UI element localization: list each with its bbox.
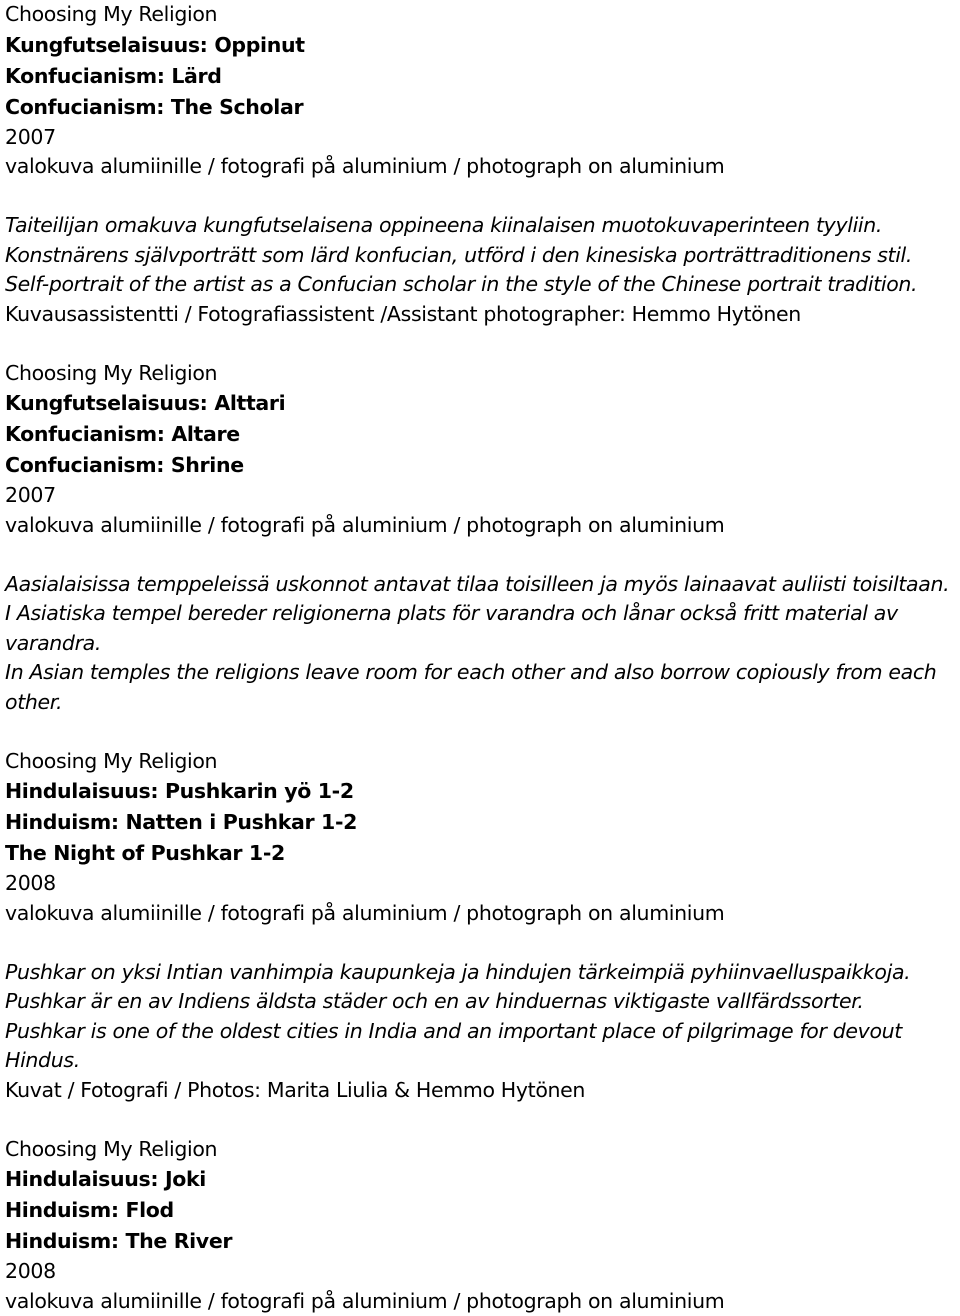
photo-credit: Kuvat / Fotografi / Photos: Marita Liulia & Hemmo Hytönen	[5, 1076, 960, 1106]
artwork-title-english: Confucianism: Shrine	[5, 450, 960, 481]
artwork-title-swedish: Hinduism: Flod	[5, 1195, 960, 1226]
series-name: Choosing My Religion	[5, 359, 960, 389]
series-name: Choosing My Religion	[5, 747, 960, 777]
spacer	[5, 1105, 960, 1135]
artwork-title-swedish: Konfucianism: Altare	[5, 419, 960, 450]
artwork-entry	[5, 747, 960, 1135]
artwork-title-finnish: Kungfutselaisuus: Oppinut	[5, 30, 960, 61]
spacer	[5, 928, 960, 958]
series-name: Choosing My Religion	[5, 1135, 960, 1165]
artwork-medium: valokuva alumiinille / fotografi på aluminium / photograph on aluminium	[5, 899, 960, 929]
artwork-title-finnish: Hindulaisuus: Pushkarin yö 1-2	[5, 776, 960, 807]
artwork-medium: valokuva alumiinille / fotografi på aluminium / photograph on aluminium	[5, 1287, 960, 1316]
photo-credit: Kuvausassistentti / Fotografiassistent /Assistant photographer: Hemmo Hytönen	[5, 300, 960, 330]
description-swedish: Pushkar är en av Indiens äldsta städer och en av hinduernas viktigaste vallfärdssorter.	[5, 987, 957, 1017]
description-swedish: Konstnärens självporträtt som lärd konfucian, utförd i den kinesiska porträttraditionens stil.	[5, 241, 957, 271]
description-english: Pushkar is one of the oldest cities in India and an important place of pilgrimage for devout Hindus.	[5, 1017, 957, 1076]
artwork-year: 2008	[5, 1257, 960, 1287]
description-english: Self-portrait of the artist as a Confucian scholar in the style of the Chinese portrait tradition.	[5, 270, 957, 300]
artwork-year: 2007	[5, 481, 960, 511]
artwork-title-swedish: Konfucianism: Lärd	[5, 61, 960, 92]
spacer	[5, 717, 960, 747]
artwork-title-english: Confucianism: The Scholar	[5, 92, 960, 123]
spacer	[5, 329, 960, 359]
description-english: In Asian temples the religions leave room for each other and also borrow copiously from each other.	[5, 658, 957, 717]
spacer	[5, 182, 960, 212]
artwork-title-finnish: Kungfutselaisuus: Alttari	[5, 388, 960, 419]
description-swedish: I Asiatiska tempel bereder religionerna plats för varandra och lånar också fritt material av varandra.	[5, 599, 957, 658]
artwork-year: 2007	[5, 123, 960, 153]
description-finnish: Pushkar on yksi Intian vanhimpia kaupunkeja ja hindujen tärkeimpiä pyhiinvaelluspaikkoja.	[5, 958, 957, 988]
artwork-entry	[5, 359, 960, 747]
spacer	[5, 540, 960, 570]
artwork-title-swedish: Hinduism: Natten i Pushkar 1-2	[5, 807, 960, 838]
artwork-medium: valokuva alumiinille / fotografi på aluminium / photograph on aluminium	[5, 152, 960, 182]
artwork-medium: valokuva alumiinille / fotografi på aluminium / photograph on aluminium	[5, 511, 960, 541]
description-finnish: Aasialaisissa temppeleissä uskonnot antavat tilaa toisilleen ja myös lainaavat auliisti toisiltaan.	[5, 570, 957, 600]
artwork-title-finnish: Hindulaisuus: Joki	[5, 1164, 960, 1195]
artwork-title-english: The Night of Pushkar 1-2	[5, 838, 960, 869]
artwork-entry	[5, 1135, 960, 1316]
series-name: Choosing My Religion	[5, 0, 960, 30]
artwork-title-english: Hinduism: The River	[5, 1226, 960, 1257]
artwork-entry	[5, 0, 960, 359]
artwork-year: 2008	[5, 869, 960, 899]
description-finnish: Taiteilijan omakuva kungfutselaisena oppineena kiinalaisen muotokuvaperinteen tyyliin.	[5, 211, 957, 241]
